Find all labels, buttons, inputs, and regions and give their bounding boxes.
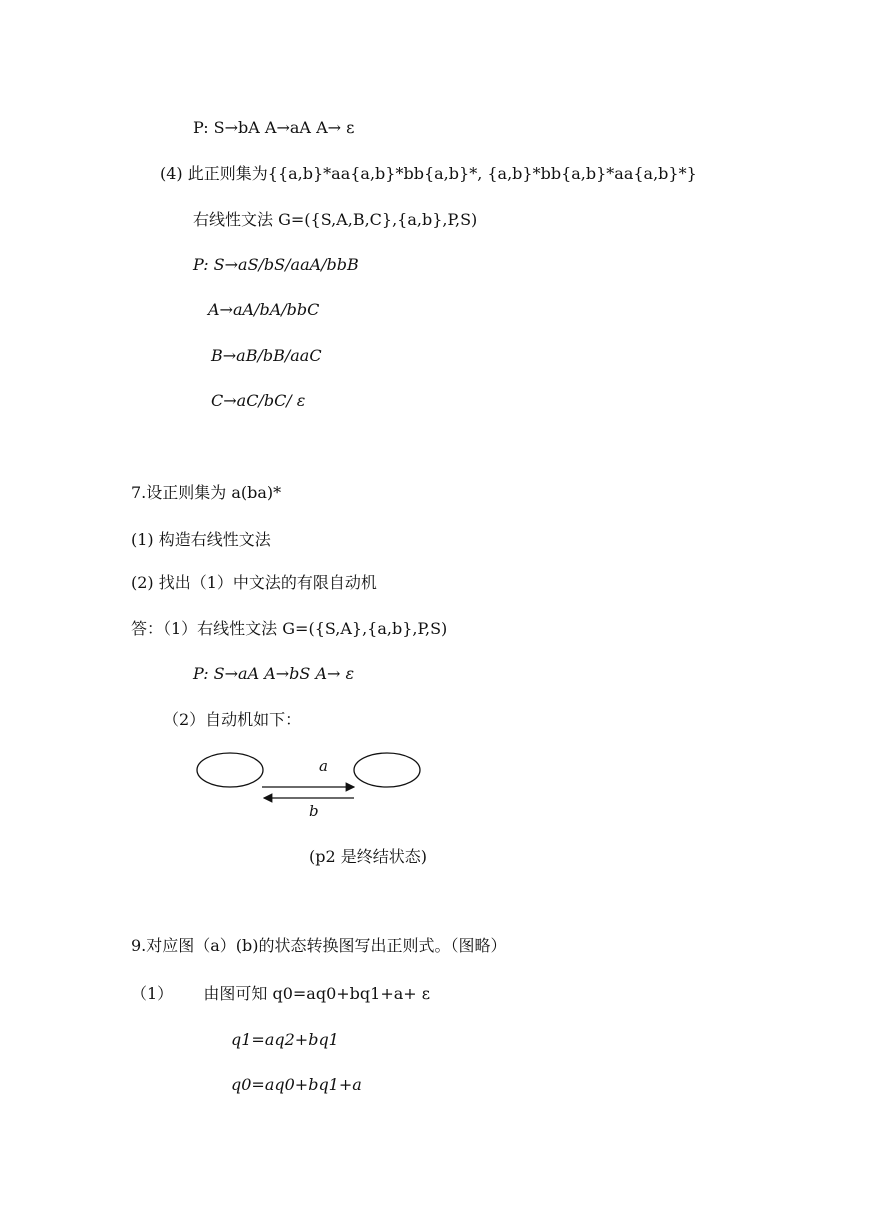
state-node-right: [354, 753, 420, 787]
question-7-sub-1: (1) 构造右线性文法: [131, 530, 271, 549]
state-node-left: [197, 753, 263, 787]
prev-production-line: P: S→bA A→aA A→ ε: [193, 118, 355, 137]
question-9-equation-2: q1=aq2+bq1: [231, 1030, 339, 1049]
question-9-equation-1: 由图可知 q0=aq0+bq1+a+ ε: [203, 984, 431, 1003]
question-7-answer-2: （2）自动机如下：: [163, 710, 302, 729]
question-7-sub-2: (2) 找出（1）中文法的有限自动机: [131, 573, 377, 592]
question-7-title: 7.设正则集为 a(ba)*: [131, 483, 282, 502]
question-9-equation-3: q0=aq0+bq1+a: [231, 1075, 362, 1094]
final-state-note: (p2 是终结状态): [309, 847, 427, 866]
part-4-line: [160, 164, 697, 184]
part-4-rule-b: B→aB/bB/aaC: [211, 346, 322, 365]
part-4-number: (4): [160, 164, 183, 183]
transition-label-b: b: [309, 802, 319, 820]
question-9-part-1-line: [131, 984, 430, 1004]
part-4-rule-c: C→aC/bC/ ε: [211, 391, 306, 410]
part-4-regex: 此正则集为{{a,b}*aa{a,b}*bb{a,b}*, {a,b}*bb{a,b}*aa{a,b}*}: [187, 164, 697, 183]
part-4-rule-s: P: S→aS/bS/aaA/bbB: [193, 255, 359, 274]
question-9-title: 9.对应图（a）(b)的状态转换图写出正则式。（图略）: [131, 936, 507, 955]
question-7-rules: P: S→aA A→bS A→ ε: [193, 664, 355, 683]
transition-label-a: a: [319, 757, 328, 775]
question-7-answer-1: 答：（1）右线性文法 G=({S,A},{a,b},P,S): [131, 619, 448, 638]
part-4-grammar: 右线性文法 G=({S,A,B,C},{a,b},P,S): [193, 210, 478, 229]
question-9-part-1-number: （1）: [131, 984, 174, 1003]
automaton-diagram: [190, 748, 430, 828]
part-4-rule-a: A→aA/bA/bbC: [208, 300, 320, 319]
